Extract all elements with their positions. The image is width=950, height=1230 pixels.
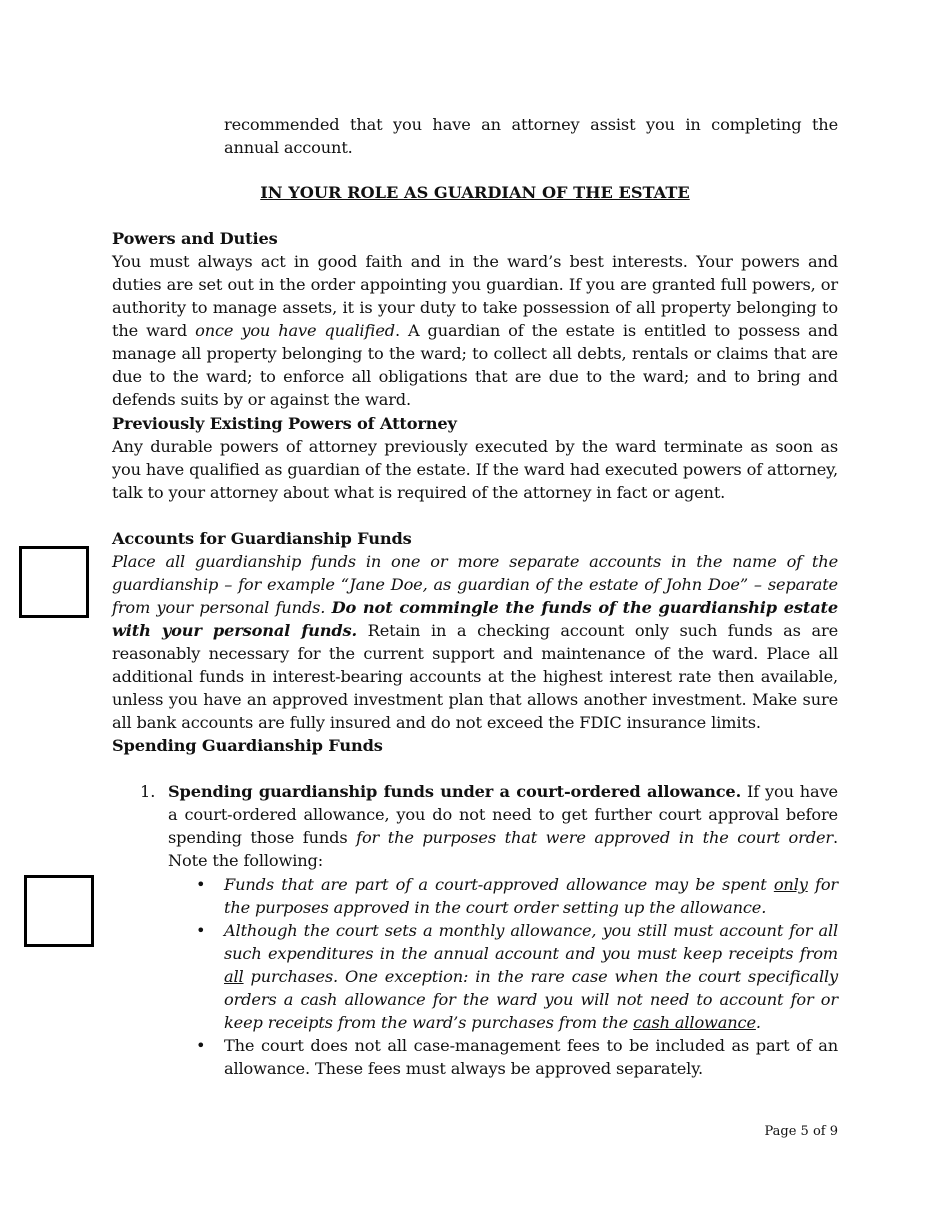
accounts-heading: Accounts for Guardianship Funds [112,529,412,548]
section-title: IN YOUR ROLE AS GUARDIAN OF THE ESTATE [260,183,690,202]
intro-continuation: recommended that you have an attorney assist you in completing the annual account. [224,115,838,157]
bullet-3: • [196,1036,206,1055]
bullet-item-1 [224,873,838,919]
item1-bold: Spending guardianship funds under a court-ordered allowance. [168,782,742,801]
b1-b: for the purposes approved in the court order setting up the allowance. [224,875,839,917]
item1-text: If you have a court-ordered allowance, you do not need to get further court approval before spending those funds [168,782,838,847]
powers-text-1: You must always act in good faith and in the ward’s best interests. Your powers and duties are set out in the order appointing you guardian. If you are granted full powers, or authority to manage assets, it is your duty to take possession of all property belonging to the ward [112,252,838,340]
accounts-text-bold-italic: Do not commingle the funds of the guardianship estate with your personal funds. [112,598,839,640]
checkbox-allowance[interactable] [24,875,94,947]
accounts-text-rest: Retain in a checking account only such funds as are reasonably necessary for the current support and maintenance of the ward. Place all additional funds in interest-bearing accounts at the highest interest rate then available, unless you have an approved investment plan that allows another investment. Make sure all bank accounts are fully insured and do not exceed the FDIC insurance limits. [112,621,839,732]
item1-italic: for the purposes that were approved in the court order [356,828,833,847]
b2-u: all [224,967,244,986]
page-number: Page 5 of 9 [764,1124,838,1139]
accounts-paragraph [112,550,838,734]
b2-u2: cash allowance [633,1013,756,1032]
powers-heading: Powers and Duties [112,229,278,248]
bullet-item-2 [224,919,838,1034]
accounts-text-italic: Place all guardianship funds in one or more separate accounts in the name of the guardianship – for example “Jane Doe, as guardian of the estate of John Doe” – separate from your personal funds. [112,552,838,617]
b1-u: only [773,875,808,894]
item1-end: . Note the following: [168,828,838,870]
powers-text-2: . A guardian of the estate is entitled to possess and manage all property belonging to the ward; to collect all debts, rentals or claims that are due to the ward; to enforce all obligations that are due to the ward; and to bring and defends suits by or against the ward. [112,321,839,409]
b2-a: Although the court sets a monthly allowance, you still must account for all such expenditures in the annual account and you must keep receipts from [224,921,838,963]
bullet-1: • [196,875,206,894]
list-item-1 [168,780,838,872]
powers-paragraph [112,250,838,411]
bullet-item-3: The court does not all case-management fees to be included as part of an allowance. These fees must always be approved separately. [224,1036,838,1078]
bullet-2: • [196,921,206,940]
poa-heading: Previously Existing Powers of Attorney [112,414,457,433]
b2-b: purchases. One exception: in the rare case when the court specifically orders a cash allowance for the ward you will not need to account for or keep receipts from the ward’s purchases from the [224,967,838,1032]
spending-heading: Spending Guardianship Funds [112,736,383,755]
poa-paragraph: Any durable powers of attorney previously executed by the ward terminate as soon as you have qualified as guardian of the estate. If the ward had executed powers of attorney, talk to your attorney about what is required of the attorney in fact or agent. [112,437,838,502]
list-number-1: 1. [140,782,156,801]
powers-text-italic: once you have qualified [195,321,395,340]
checkbox-accounts[interactable] [19,546,89,618]
b1-a: Funds that are part of a court-approved allowance may be spent [224,875,774,894]
b2-c: . [755,1013,761,1032]
